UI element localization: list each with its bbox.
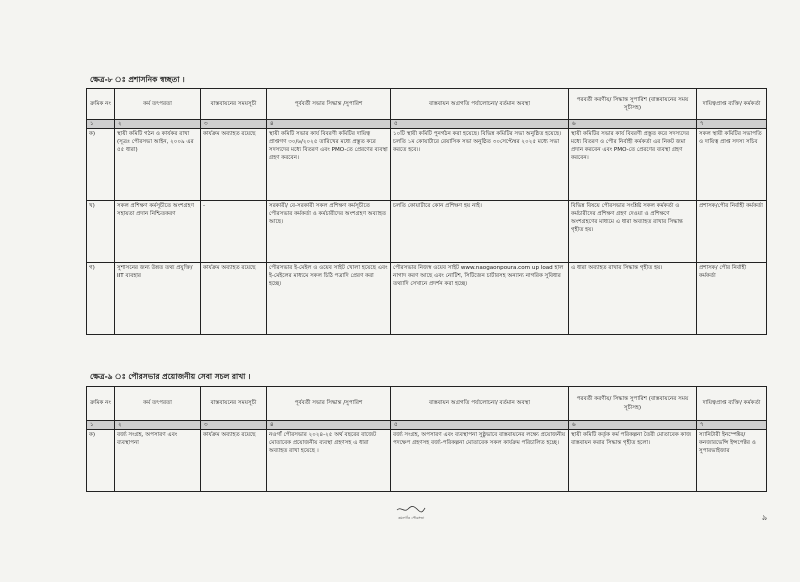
section8-header-row [87, 89, 767, 120]
header-cell: পূর্ববর্তী সভার সিদ্ধান্ত /সুপারিশ [267, 89, 391, 120]
column-number: ৩ [201, 120, 267, 129]
column-number: ৪ [267, 120, 391, 129]
header-cell: বাস্তবায়ন অগ্রগতি পর্যালোচনা/ বর্তমান অবস্থা [391, 387, 569, 421]
table-row [87, 129, 767, 201]
table-cell: প্রশাসক/ পৌর নির্বাহী কর্মকর্তা [697, 263, 767, 335]
table-cell: বর্জ্য সংগ্রহ, অপসারণ এবং ব্যবস্থাপনা [115, 430, 201, 492]
header-cell: পরবর্তী করণীয়/ সিদ্ধান্ত সুপারিশ (বাস্তবায়নের সময় সূচীসহ) [569, 387, 697, 421]
table-cell: - [201, 201, 267, 263]
table-cell: প্রশাসক/পৌর নির্বাহী কর্মকর্তা [697, 201, 767, 263]
table-cell: নওগাঁ পৌরসভার ২০২৪-২৫ অর্থ বছরের বাজেট মোতাবেক প্রয়োজনীয় ব্যবস্থা গ্রহণসহ এ ধারা অব্যাহত রাখা হয়েছে । [267, 430, 391, 492]
header-cell: ক্রমিক নং [87, 387, 115, 421]
column-number: ৭ [697, 120, 767, 129]
table-cell: কার্যক্রম অব্যাহত রয়েছে [201, 129, 267, 201]
section9-number-row [87, 421, 767, 430]
column-number: ৬ [569, 120, 697, 129]
header-cell: কর্ম তৎপরতা [115, 89, 201, 120]
section9-title: ক্ষেত্র-৯ ঃ পৌরসভার প্রয়োজনীয় সেবা সচল রাখা । [90, 372, 251, 381]
header-cell: দায়িত্বপ্রাপ্ত ব্যক্তি/ কর্মকর্তা [697, 387, 767, 421]
table-cell: কার্যক্রম অব্যাহত রয়েছে [201, 263, 267, 335]
header-cell: বাস্তবায়নের সময়সূচী [201, 387, 267, 421]
column-number: ১ [87, 120, 115, 129]
header-cell: বাস্তবায়নের সময়সূচী [201, 89, 267, 120]
column-number: ১ [87, 421, 115, 430]
header-cell: ক্রমিক নং [87, 89, 115, 120]
table-cell: বর্জ্য সংগ্রহ, অপসারণ এবং ব্যবস্থাপনা সুষ্ঠুভাবে বাস্তবায়নের লক্ষ্যে প্রয়োজনীয় পদক্ষেপ গ্রহণসহ বর্জ্য-পরিকল্পনা মোতাবেক সকল কার্যক্রম পরিচালিত হচ্ছে। [391, 430, 569, 492]
table-cell: সকল স্থায়ী কমিটির সভাপতি ও দায়িত্ব প্রাপ্ত সদস্য সচিব [697, 129, 767, 201]
column-number: ৭ [697, 421, 767, 430]
header-cell: বাস্তবায়ন অগ্রগতি পর্যালোচনা/ বর্তমান অবস্থা [391, 89, 569, 120]
section9-table [86, 386, 767, 492]
column-number: ৪ [267, 421, 391, 430]
table-cell: স্যানিটারী ইনস্পেক্টর/ কনজারভেন্সি ইন্সপেক্টর ও সুপারভাইজার [697, 430, 767, 492]
table-row [87, 430, 767, 492]
table-cell: খ) [87, 201, 115, 263]
table-cell: সরকারী/ বে-সরকারী সকল প্রশিক্ষণ কর্মসূচীতে পৌরসভার কর্মকর্তা ও কর্মচারীদের অংশগ্রহণ অব্যাহত আছে। [267, 201, 391, 263]
table-row [87, 263, 767, 335]
table-cell: স্থায়ী কমিটি সভার কার্য বিবরণী কমিটির দায়িত্ব প্রাপ্তগণ ৩০/৬/২০২৫ তারিখের মধ্যে প্রস্তুত করে সদস্যদের মধ্যে বিতরণ এবং PMO-তে প্রেরণের ব্যবস্থা গ্রহণ করবেন। [267, 129, 391, 201]
column-number: ৩ [201, 421, 267, 430]
table-cell: স্থায়ী কমিটি কর্তৃক কর্ম পরিকল্পনা তৈরী মোতাবেক কাজ বাস্তবায়ন করার সিদ্ধান্ত গৃহীত হলো। [569, 430, 697, 492]
column-number: ৫ [391, 120, 569, 129]
header-cell: পরবর্তী করণীয়/ সিদ্ধান্ত সুপারিশ (বাস্তবায়নের সময় সূচীসহ) [569, 89, 697, 120]
header-cell: পূর্ববর্তী সভার সিদ্ধান্ত /সুপারিশ [267, 387, 391, 421]
section9-header-row [87, 387, 767, 421]
table-cell: ক) [87, 430, 115, 492]
table-row [87, 201, 767, 263]
table-cell: এ ধারা অব্যাহত রাখার সিদ্ধান্ত গৃহীত হয়। [569, 263, 697, 335]
column-number: ৫ [391, 421, 569, 430]
column-number: ২ [115, 120, 201, 129]
section8-number-row [87, 120, 767, 129]
table-cell: চলতি কোয়ার্টারে কোন প্রশিক্ষণ হয় নাই। [391, 201, 569, 263]
signature-label: ৩য়নগাঁও পৌরসভা [398, 516, 425, 520]
table-cell: ক) [87, 129, 115, 201]
page-number: ৯ [762, 513, 768, 522]
header-cell: কর্ম তৎপরতা [115, 387, 201, 421]
header-cell: দায়িত্বপ্রাপ্ত ব্যক্তি/ কর্মকর্তা [697, 89, 767, 120]
table-cell: বিভিন্ন বিষয়ে পৌরসভার সংশ্লিষ্ট সকল কর্মকর্তা ও কর্মচারীদের প্রশিক্ষণ গ্রহণ দেওয়া ও প্রশিক্ষণে অংশগ্রহণের মাধ্যমে এ ধারা অব্যাহত রাখার সিদ্ধান্ত গৃহীত হয়। [569, 201, 697, 263]
table-cell: সকল প্রশিক্ষণ কর্মসূচীতে অংশগ্রহণ সহায়তা প্রদান নিশ্চিতকরণ [115, 201, 201, 263]
column-number: ২ [115, 421, 201, 430]
table-cell: গ) [87, 263, 115, 335]
table-cell: কার্যক্রম অব্যাহত রয়েছে [201, 430, 267, 492]
table-cell: পৌরসভার নিজস্ব ওয়েব সাইট www.naogaonpoura.com up load হালনাগাদ করণ আছে এবং নোটিশ, সিটিজেন চার্টারসহ অন্যান্য নাগরিক সুবিধার তথ্যাদি সেখানে প্রদর্শন করা হচ্ছে। [391, 263, 569, 335]
table-cell: সুশাসনের জন্য উন্নত তথ্য প্রযুক্তি/ IIT ব্যবহার [115, 263, 201, 335]
section8-table [86, 88, 767, 335]
table-cell: স্থায়ী কমিটির সভার কার্য বিবরণী প্রস্তুত করে সদস্যদের মধ্যে বিতরণ ও পৌর নির্বাহী কর্মকর্তা এর নিকট জমা প্রদান করবেন এবং PMO-তে প্রেরণের ব্যবস্থা গ্রহণ করবেন। [569, 129, 697, 201]
table-cell: ১০টি স্থায়ী কমিটি পুনর্গঠন করা হয়েছে। বিভিন্ন কমিটির সভা অনুষ্ঠিত হয়েছে। চলতি ১ম কোয়ার্টারে রেয়াসিক সভা অনুষ্ঠিত ৩০সেপ্টেম্বর ২০২৫ মধ্যে সভা করতে হবে।। [391, 129, 569, 201]
signature-mark [396, 504, 426, 514]
column-number: ৬ [569, 421, 697, 430]
section8-title: ক্ষেত্র-৮ ঃ প্রশাসনিক স্বচ্ছতা । [90, 75, 185, 84]
table-cell: পৌরসভার ই-মেইল ও ওয়েব সাইট খোলা হয়েছে এবং ই-মেইলের মাধ্যমে সকল চিঠি পত্রাদি প্রেরণ করা হচ্ছে। [267, 263, 391, 335]
table-cell: স্থায়ী কমিটি গঠন ও কার্যকর রাখা (সূত্রঃ পৌরসভা আইন, ২০০৯ এর ৫৫ ধারা) [115, 129, 201, 201]
